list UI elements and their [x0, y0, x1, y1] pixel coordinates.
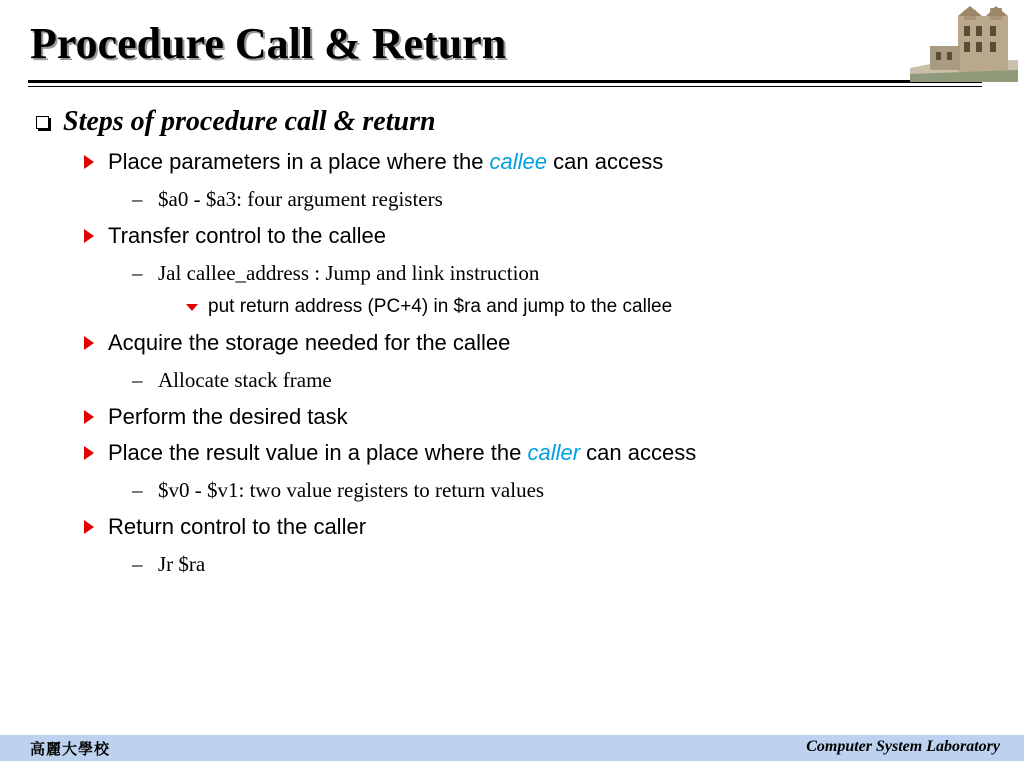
sub-bullet-jr	[132, 550, 205, 578]
bullet-text: Return control to the caller	[108, 514, 367, 539]
sub-bullet-text: Jal callee_address : Jump and link instruction	[158, 260, 540, 285]
bullet-perform-task	[84, 402, 348, 432]
bullet-transfer-control	[84, 221, 386, 251]
highlight-caller: caller	[527, 440, 581, 465]
bullet-text	[108, 149, 663, 175]
text-after: can access	[580, 440, 697, 465]
text-before: Place parameters in a place where the	[108, 149, 490, 174]
dash-bullet-icon: –	[132, 260, 143, 285]
sub-bullet-text: Jr $ra	[158, 551, 206, 576]
footer-bar	[0, 735, 1024, 761]
dash-bullet-icon: –	[132, 551, 143, 576]
sub-bullet-stack-frame	[132, 366, 332, 394]
footer-lab-name: Computer System Laboratory	[806, 738, 1000, 755]
heading-text: Steps of procedure call & return	[63, 106, 436, 137]
sub-sub-bullet-return-address	[186, 294, 672, 320]
text-after: can access	[547, 149, 664, 174]
bullet-text: Transfer control to the callee	[108, 223, 386, 248]
bullet-place-parameters	[84, 147, 663, 177]
sub-bullet-text: $a0 - $a3: four argument registers	[158, 186, 443, 211]
red-arrow-bullet-icon	[84, 155, 94, 169]
dash-bullet-icon: –	[132, 477, 143, 502]
footer-university-name: 高麗大學校	[30, 740, 111, 758]
sub-sub-bullet-text: put return address (PC+4) in $ra and jump to the callee	[208, 296, 673, 317]
sub-bullet-argument-registers	[132, 185, 443, 213]
title-underline-thin	[28, 86, 982, 87]
bullet-text	[108, 440, 696, 466]
red-down-triangle-bullet-icon	[186, 304, 198, 311]
bullet-place-result	[84, 438, 696, 468]
dash-bullet-icon: –	[132, 186, 143, 211]
bullet-acquire-storage	[84, 328, 510, 358]
university-building-icon	[910, 6, 1018, 82]
bullet-text: Acquire the storage needed for the callee	[108, 330, 511, 355]
sub-bullet-text: Allocate stack frame	[158, 367, 332, 392]
red-arrow-bullet-icon	[84, 229, 94, 243]
sub-bullet-jal	[132, 259, 539, 287]
slide-title: Procedure Call & Return	[30, 19, 507, 68]
text-before: Place the result value in a place where the	[108, 440, 528, 465]
red-arrow-bullet-icon	[84, 520, 94, 534]
dash-bullet-icon: –	[132, 367, 143, 392]
heading-bullet	[36, 104, 436, 140]
sub-bullet-value-registers	[132, 476, 544, 504]
sub-bullet-text: $v0 - $v1: two value registers to return values	[158, 477, 545, 502]
title-underline	[28, 80, 982, 83]
highlight-callee: callee	[489, 149, 548, 174]
red-arrow-bullet-icon	[84, 410, 94, 424]
hollow-square-bullet-icon	[36, 116, 49, 129]
red-arrow-bullet-icon	[84, 336, 94, 350]
bullet-text: Perform the desired task	[108, 404, 348, 429]
bullet-return-control	[84, 512, 366, 542]
red-arrow-bullet-icon	[84, 446, 94, 460]
